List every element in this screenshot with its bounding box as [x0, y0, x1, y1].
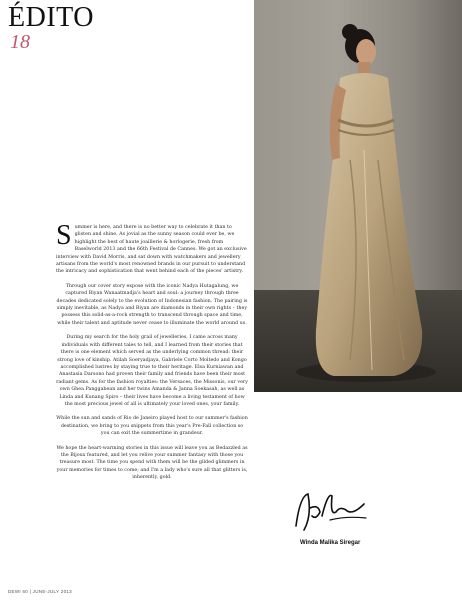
paragraph-1 — [56, 220, 248, 276]
paragraph-3: During my search for the holy grail of jewelleries, I came across many individuals with different tales to tell, and I learned from their stories that there is one element which served as the underlying common thread: their strong love of kinship. Atilah Soeryadjaya, Gabriele Corto Moltedo and Kongo accomplished lustres by staying true to their heritage. Elsa Kurniawan and Anastasia Darsono had proven their family and friends have been their most radiant gems. As for the fashion royalties: the Versaces, the Missonis, our very own Ghea Panggabean and her twins Amanda & Janna Soekasah, as well as Linda and Kunang Spiro – their lives have become a living testament of how the most precious jewel of all is ultimately your loved ones, your family. — [56, 335, 248, 407]
section-header — [8, 4, 94, 52]
paragraph-4: While the sun and sands of Rio de Janeiro played host to our summer's fashion destination, we bring to you snippets from this year's Pre-Fall collection so you can exit the summertime in grandeur. — [56, 416, 248, 437]
cover-photo — [254, 0, 462, 392]
page-number: 18 — [10, 31, 30, 53]
paragraph-1-text: ummer is here, and there is no better way to celebrate it than to glisten and shine. As jovial as the sunny season could ever be, we highlight the best of haute joaillerie & horlogerie, fresh from Baselworld 2013 and the 66th Festival de Cannes. We got an exclusive interview with David Morris, and sat down with watchmakers and jewellery artisans from the world's most renowned brands in our pursuit to understand the intricacy and sophistication that went behind each of the pieces' artistry. — [56, 225, 247, 275]
woman-in-gown-illustration — [254, 0, 462, 392]
paragraph-2: Through our cover story expose with the iconic Nadya Hutagalung, we captured Biyan Wanaatmadja's heart and soul: a journey through three decades dedicated solely to the evolution of Indonesian fashion. The pairing is simply inevitable, as Nadya and Biyan are diamonds in their own rights – they possess this solid-as-a-rock strength to transcend through space and time, while their talent and aptitude never cease to illuminate the world around us. — [56, 283, 248, 326]
paragraph-5: We hope the heart-warming stories in this issue will leave you as Bedazzled as the Bijoux featured, and let you relive your summer fantasy with those you treasure most. The time you spend with them will be the gilded glimmers in your memories for times to come; and I'm a lady who's sure all that glitters is, inherently, gold. — [56, 445, 248, 481]
drop-cap: S — [56, 220, 72, 251]
signature-name: Winda Malika Siregar — [300, 540, 361, 546]
editorial-text — [56, 220, 248, 489]
page-footer: DEWI 60 | JUNE-JULY 2013 — [8, 589, 72, 594]
section-title: ÉDITO — [8, 2, 94, 33]
handwritten-signature — [290, 486, 370, 536]
